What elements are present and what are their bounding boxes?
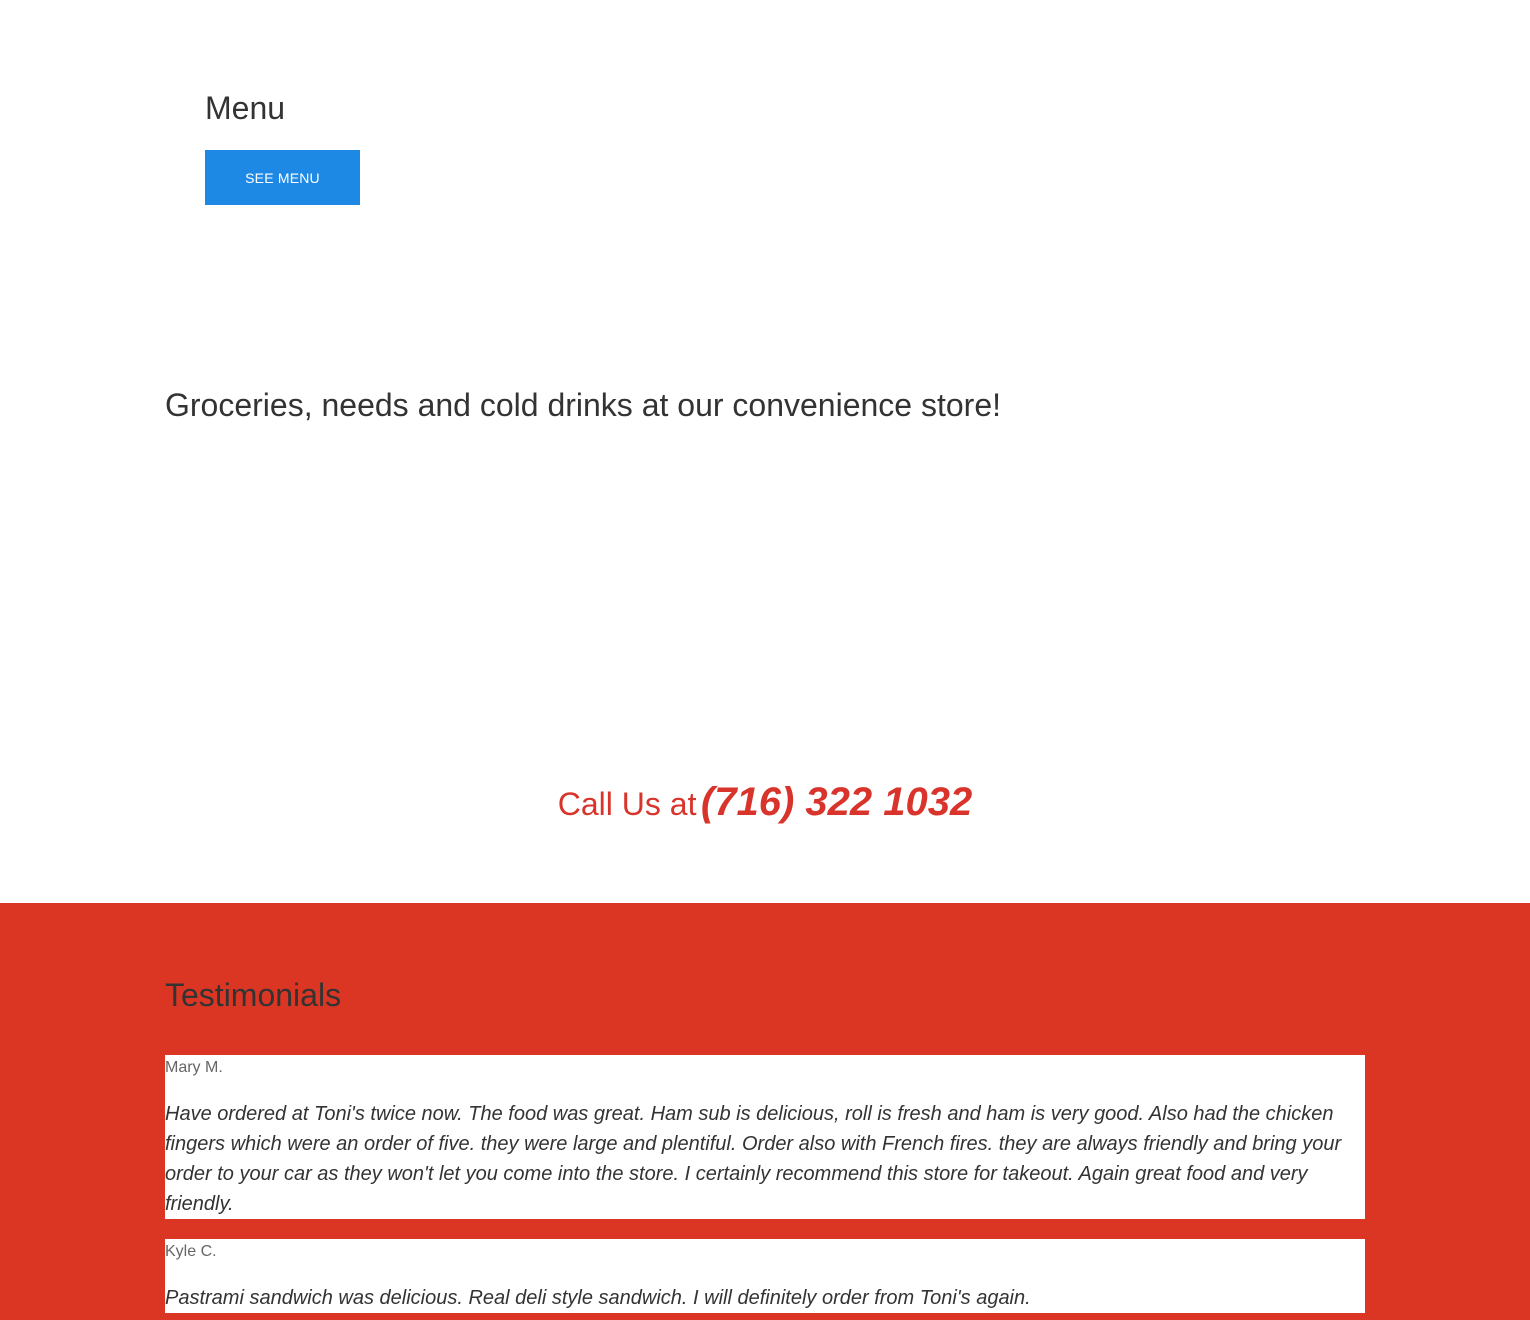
phone-link[interactable]: (716) 322 1032 [700,780,973,824]
menu-section [205,88,320,186]
see-menu-button[interactable]: SEE MENU [205,150,360,205]
call-prefix: Call Us at [557,786,697,822]
testimonial-quote: Have ordered at Toni's twice now. The food was great. Ham sub is delicious, roll is fresh and ham is very good. Also had the chicken fingers which were an order of five. they were large and plentiful. Order also with French fires. they are always friendly and bring your order to your car as they won't let you come into the store. I certainly recommend this store for takeout. Again great food and very friendly. [165,1103,1342,1215]
testimonials-section [0,903,1530,1320]
testimonial-author: Mary M. [165,1059,223,1076]
menu-title: Menu [205,90,286,126]
store-heading: Groceries, needs and cold drinks at our convenience store! [165,387,1002,423]
testimonial-author: Kyle C. [165,1243,217,1260]
testimonials-title: Testimonials [165,977,342,1013]
testimonial-quote: Pastrami sandwich was delicious. Real deli style sandwich. I will definitely order from Toni's again. [165,1287,1031,1309]
testimonial-card [165,1055,1365,1219]
call-us-line [0,780,1530,825]
testimonial-card [165,1239,1365,1313]
